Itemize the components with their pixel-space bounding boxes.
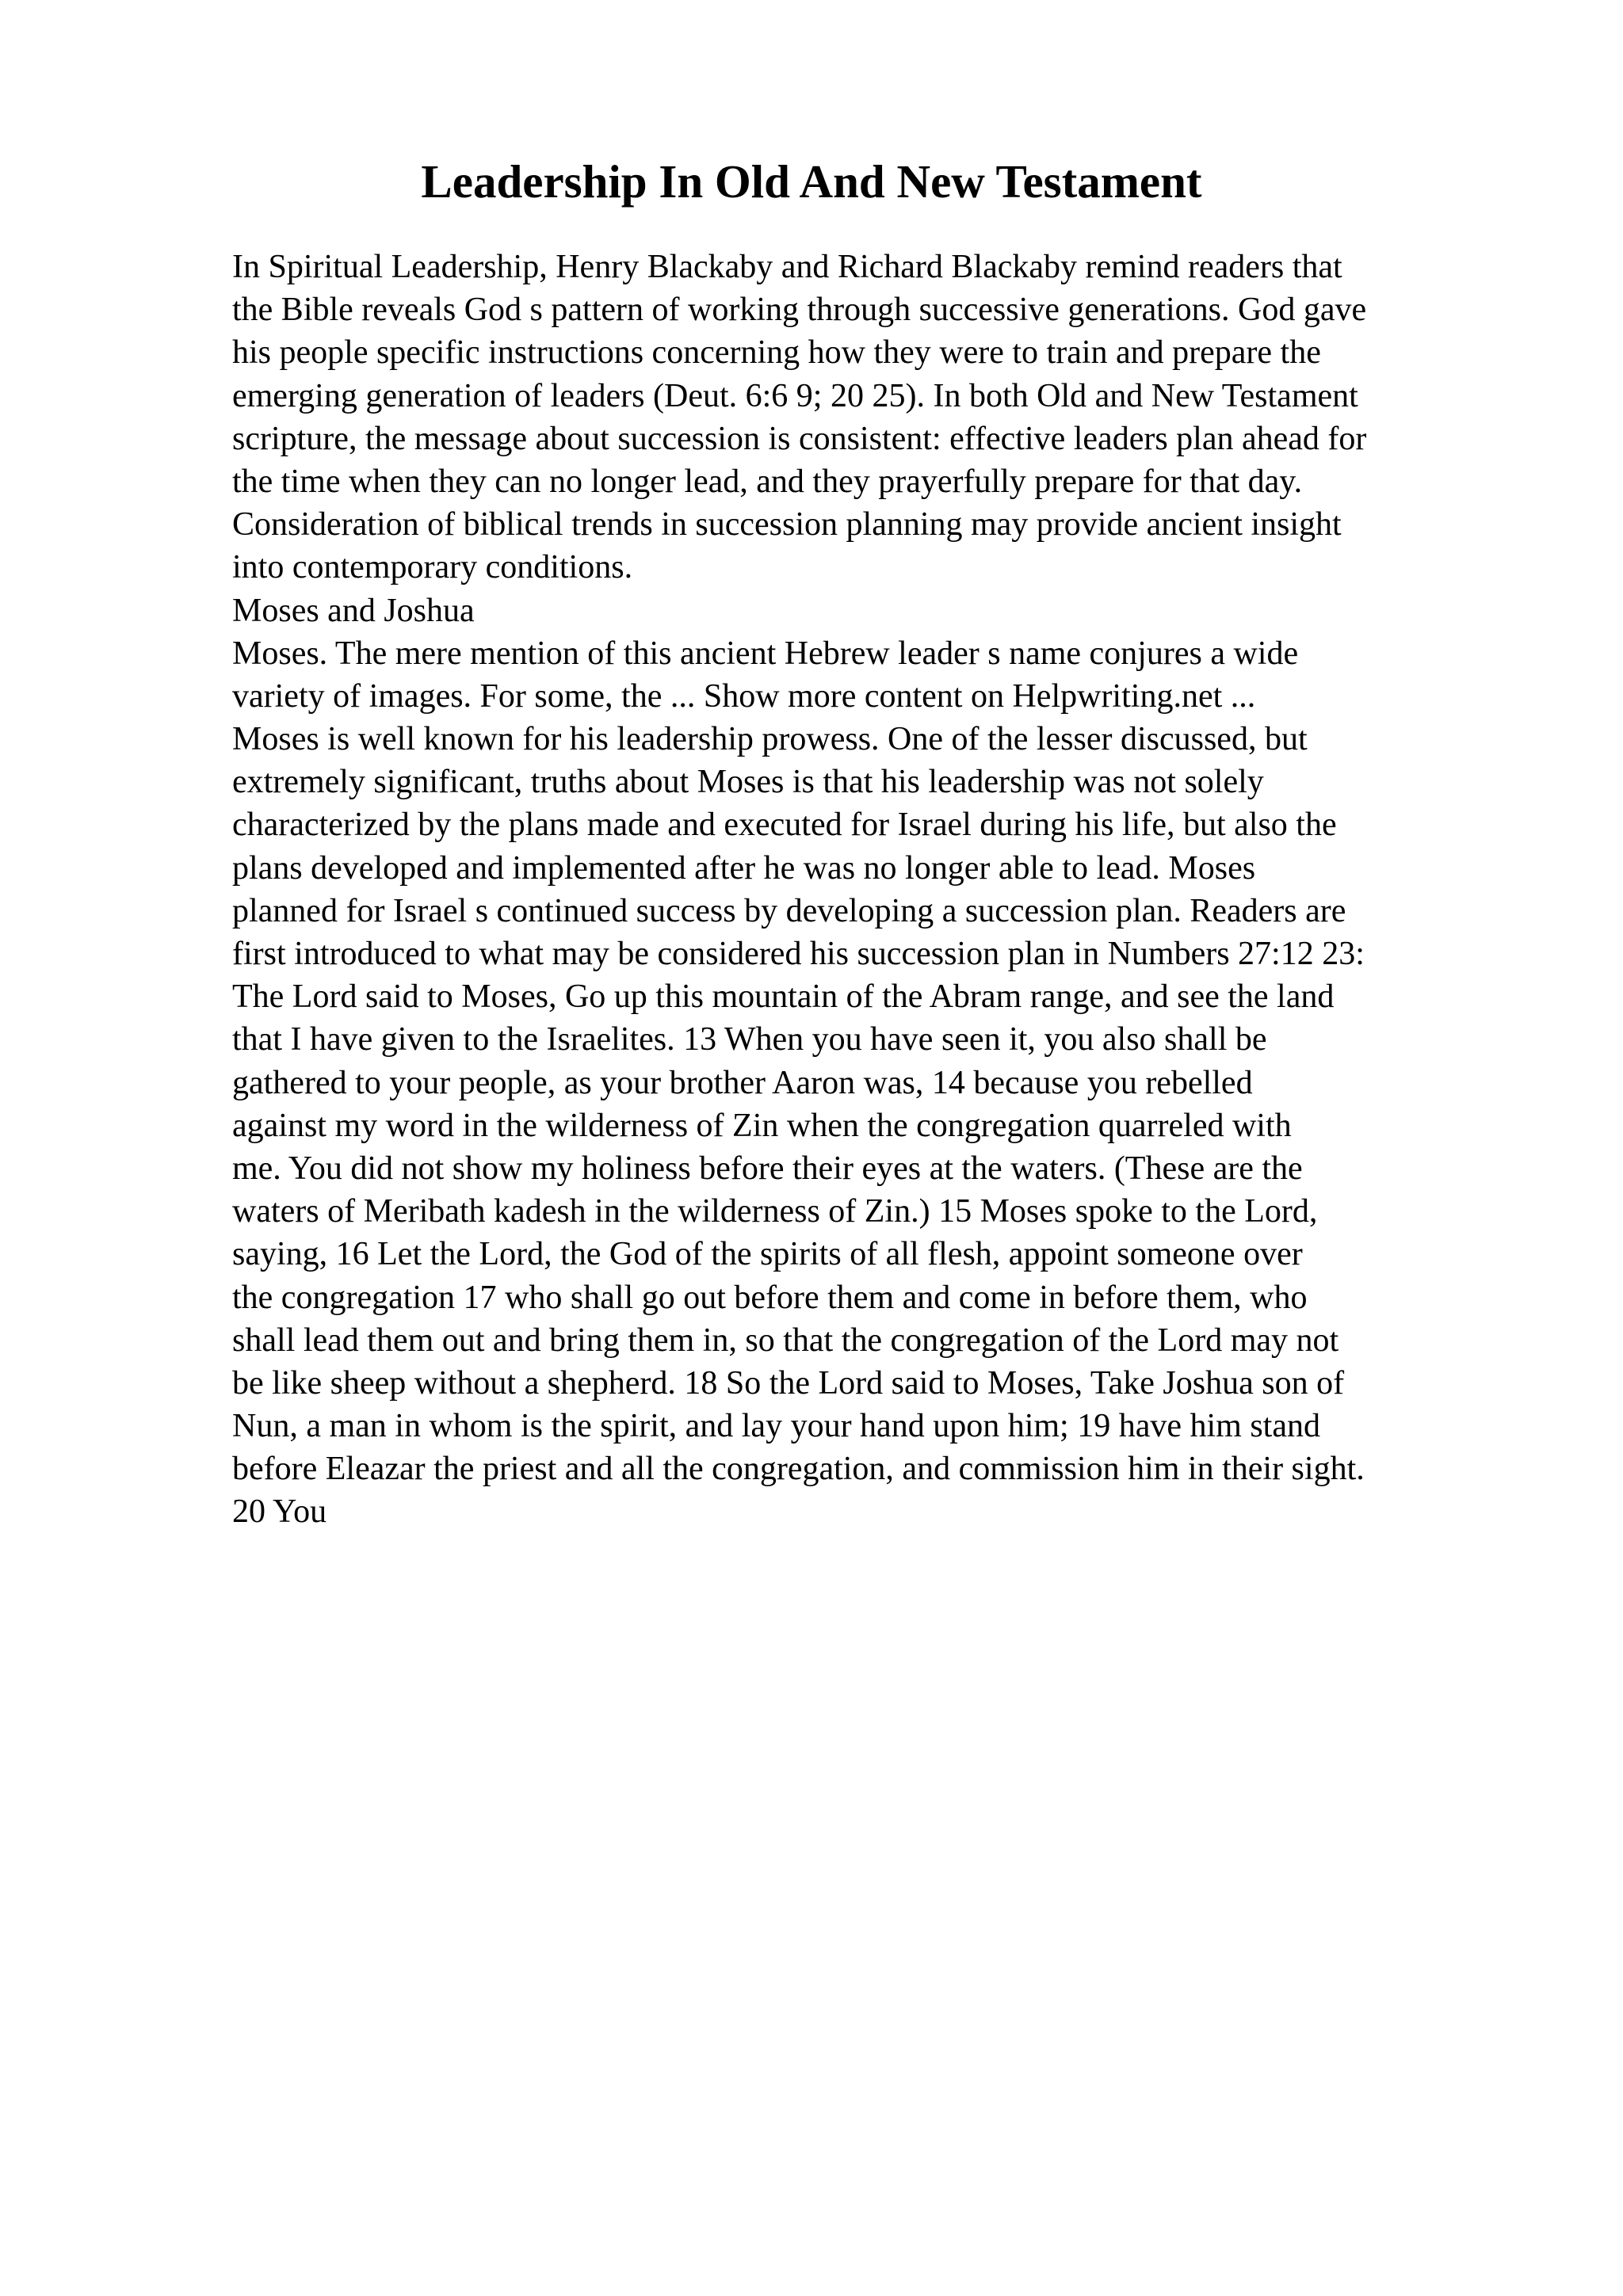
- text-line: that I have given to the Israelites. 13 When you have seen it, you also shall be: [232, 1021, 1267, 1058]
- text-line: plans developed and implemented after he was no longer able to lead. Moses: [232, 849, 1256, 887]
- text-line: In Spiritual Leadership, Henry Blackaby and Richard Blackaby remind readers that: [232, 249, 1342, 285]
- text-line: Moses is well known for his leadership prowess. One of the lesser discussed, but: [232, 721, 1308, 758]
- section-heading: Moses and Joshua: [232, 592, 475, 629]
- text-line: extremely significant, truths about Moses is that his leadership was not solely: [232, 764, 1264, 801]
- text-line: shall lead them out and bring them in, so that the congregation of the Lord may not: [232, 1322, 1339, 1359]
- text-line: into contemporary conditions.: [232, 549, 633, 586]
- text-line: Moses. The mere mention of this ancient Hebrew leader s name conjures a wide: [232, 635, 1299, 672]
- document-title: Leadership In Old And New Testament: [421, 155, 1202, 208]
- text-line: the Bible reveals God s pattern of working through successive generations. God gave: [232, 292, 1367, 329]
- text-line: me. You did not show my holiness before their eyes at the waters. (These are the: [232, 1150, 1303, 1187]
- text-line: Consideration of biblical trends in succession planning may provide ancient insight: [232, 506, 1342, 543]
- text-line: gathered to your people, as your brother Aaron was, 14 because you rebelled: [232, 1064, 1253, 1101]
- text-line: emerging generation of leaders (Deut. 6:6 9; 20 25). In both Old and New Testament: [232, 377, 1358, 414]
- text-line: scripture, the message about succession is consistent: effective leaders plan ahead for: [232, 420, 1367, 457]
- document-body: [232, 246, 1516, 1534]
- text-line: variety of images. For some, the ... Show more content on Helpwriting.net ...: [232, 677, 1256, 715]
- text-line: Nun, a man in whom is the spirit, and lay your hand upon him; 19 have him stand: [232, 1408, 1320, 1445]
- text-line: first introduced to what may be considered his succession plan in Numbers 27:12 23:: [232, 936, 1365, 972]
- text-line: planned for Israel s continued success by developing a succession plan. Readers are: [232, 892, 1346, 929]
- text-line: waters of Meribath kadesh in the wilderness of Zin.) 15 Moses spoke to the Lord,: [232, 1193, 1318, 1230]
- text-line: against my word in the wilderness of Zin when the congregation quarreled with: [232, 1107, 1292, 1144]
- text-line: the congregation 17 who shall go out before them and come in before them, who: [232, 1279, 1308, 1316]
- text-line: his people specific instructions concerning how they were to train and prepare the: [232, 334, 1321, 372]
- text-line: the time when they can no longer lead, and they prayerfully prepare for that day.: [232, 463, 1303, 500]
- text-line: before Eleazar the priest and all the congregation, and commission him in their sight.: [232, 1451, 1365, 1488]
- text-line: be like sheep without a shepherd. 18 So the Lord said to Moses, Take Joshua son of: [232, 1364, 1345, 1402]
- text-line: characterized by the plans made and executed for Israel during his life, but also the: [232, 807, 1337, 844]
- text-line: The Lord said to Moses, Go up this mountain of the Abram range, and see the land: [232, 978, 1335, 1016]
- text-line: 20 You: [232, 1493, 327, 1531]
- text-line: saying, 16 Let the Lord, the God of the spirits of all flesh, appoint someone over: [232, 1236, 1303, 1273]
